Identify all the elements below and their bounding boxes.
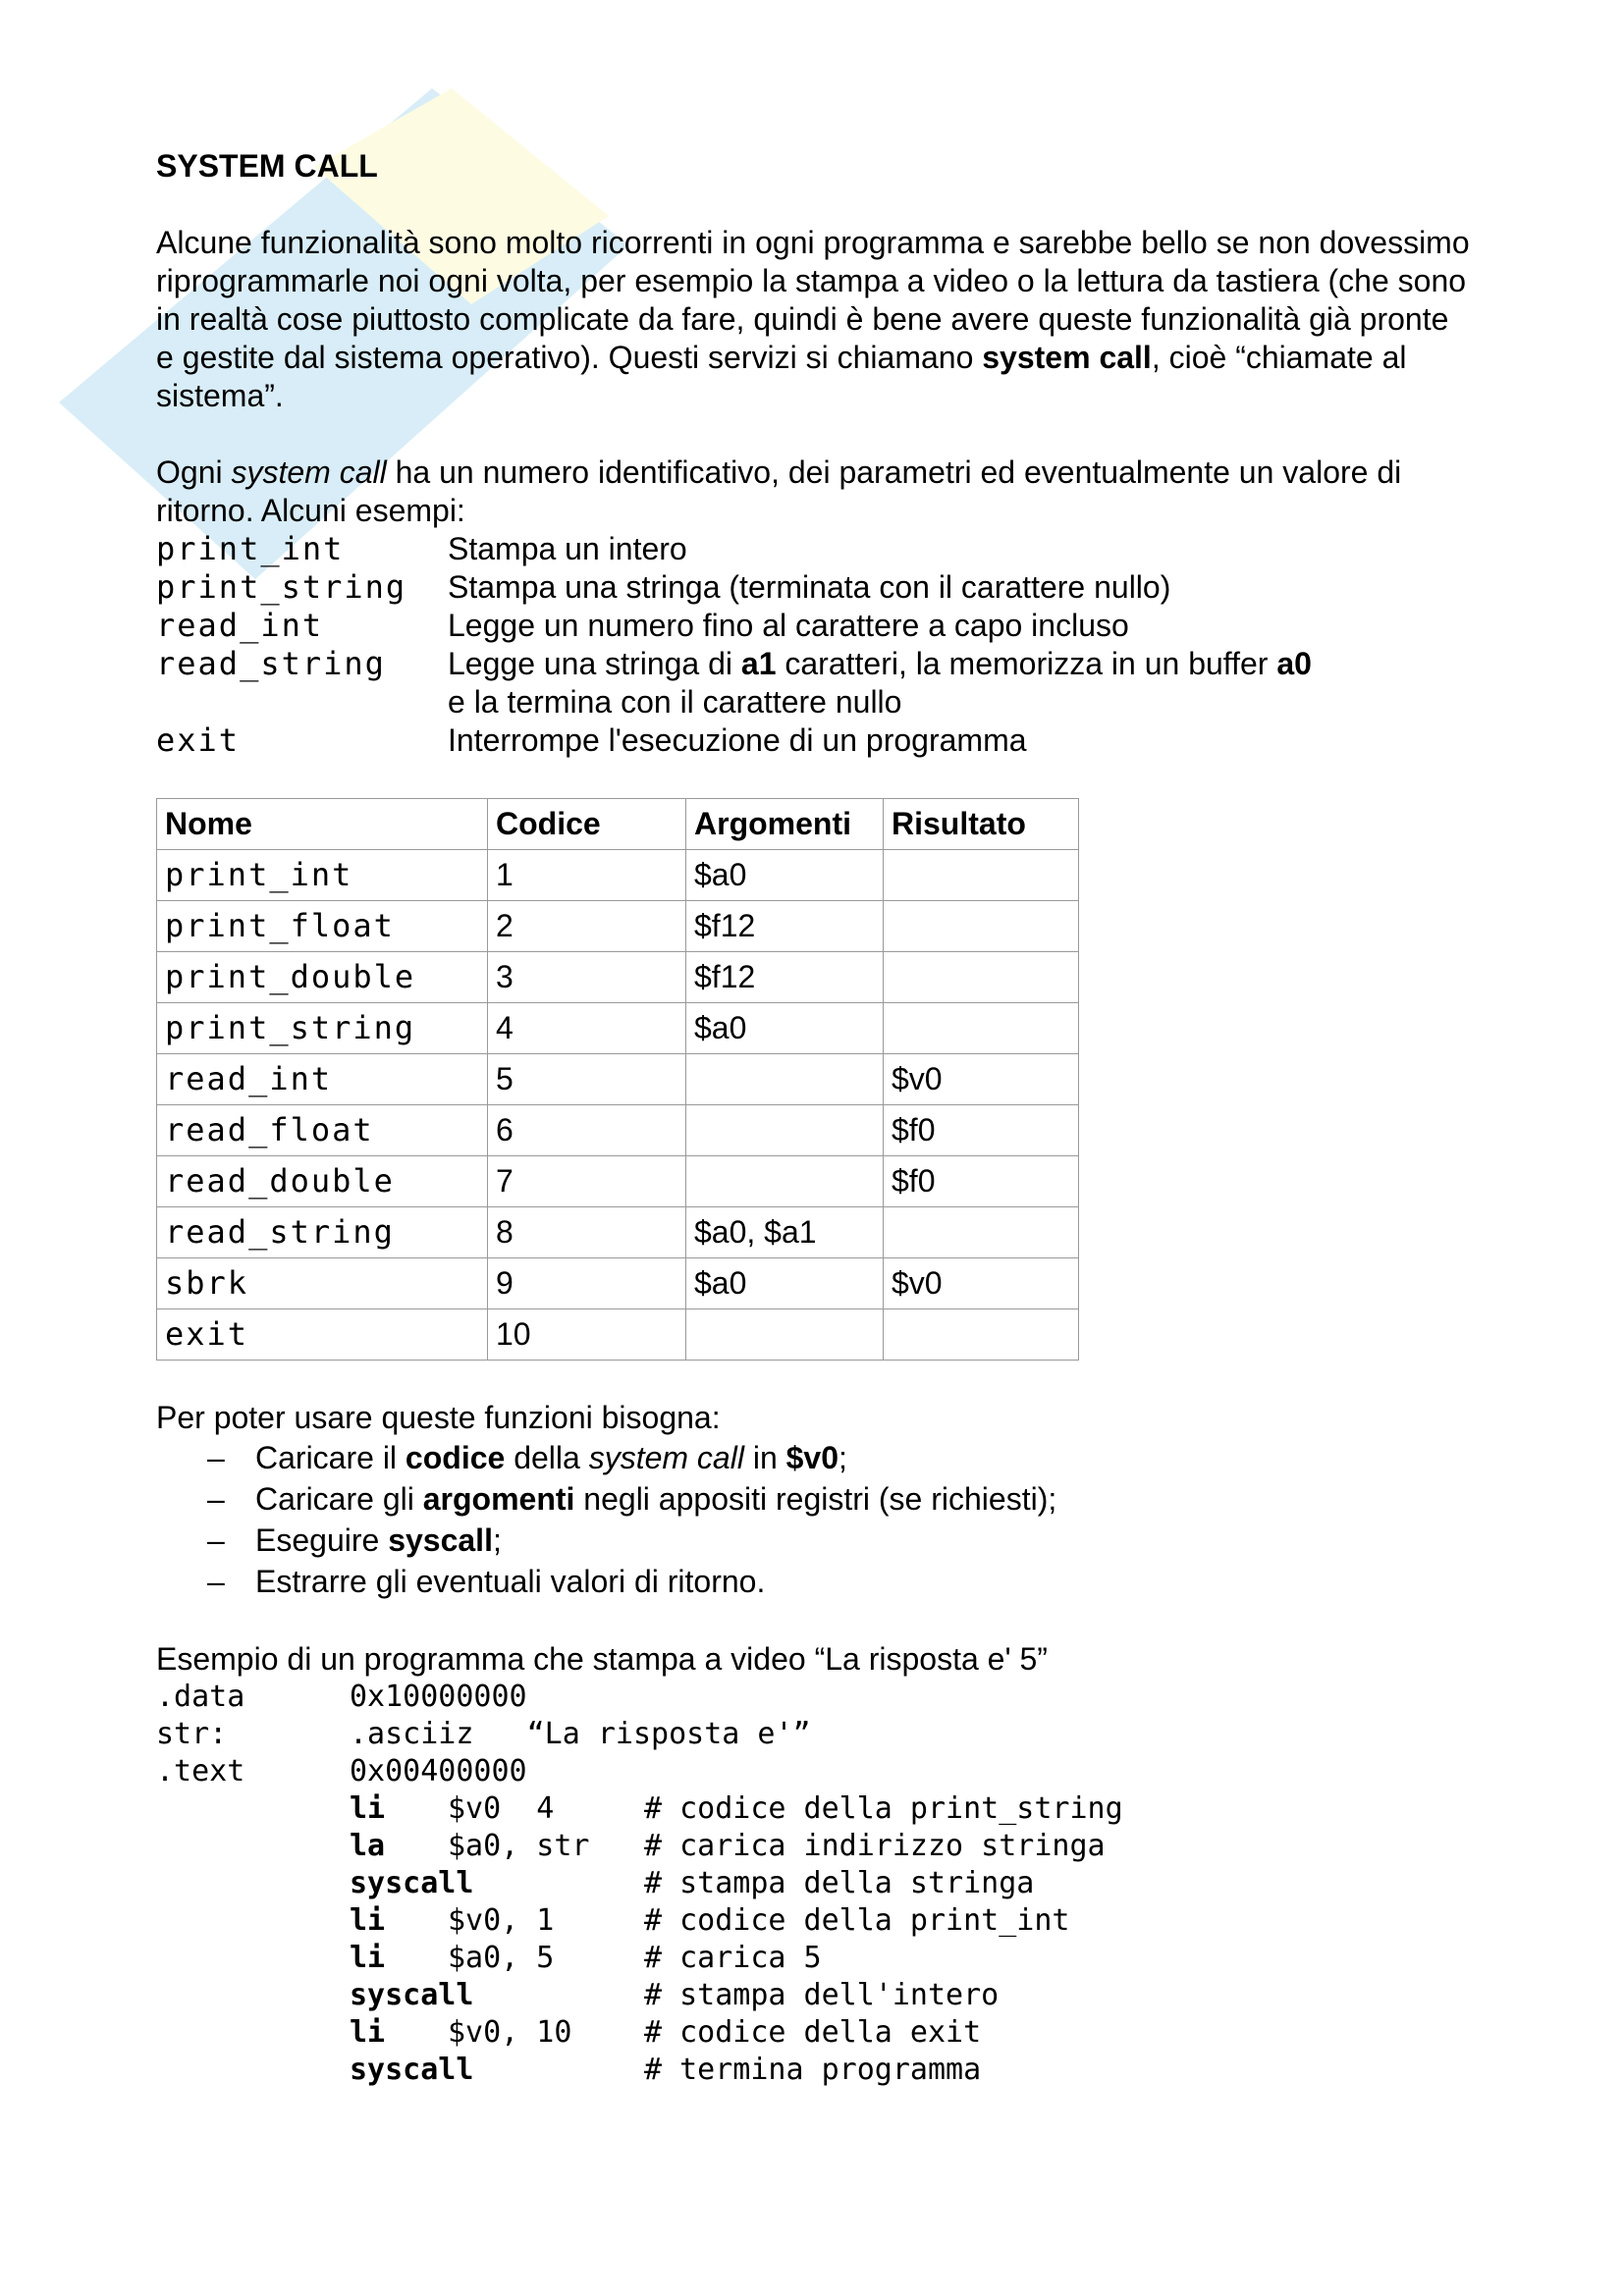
code-line (156, 1865, 1472, 1902)
table-cell: 3 (488, 952, 686, 1003)
table-cell: $a0, $a1 (686, 1207, 884, 1258)
list-item: – Eseguire syscall; (207, 1522, 502, 1558)
code-line (156, 1716, 1472, 1753)
code-line (156, 1679, 1472, 1716)
table-cell (884, 1309, 1079, 1361)
table-cell: 4 (488, 1003, 686, 1054)
syscall-table (156, 798, 1079, 1361)
table-row (157, 850, 1079, 901)
code-args: $a0, str (448, 1829, 590, 1863)
ids-paragraph: Ogni system call ha un numero identificativo, dei parametri ed eventualmente un valore di ritorno. Alcuni esempi: (156, 454, 1402, 528)
code-label (156, 1828, 350, 1865)
table-cell (686, 1054, 884, 1105)
code-opcode: li (350, 1903, 386, 1938)
syscall-name-cell: read_int (157, 1054, 488, 1105)
table-cell (884, 952, 1079, 1003)
code-args: $v0, 1 (448, 1903, 555, 1938)
code-comment: # termina programma (644, 2053, 982, 2087)
syscall-name-cell: exit (157, 1309, 488, 1361)
code-directive: .asciiz “La risposta e'” (350, 1717, 811, 1751)
code-opcode: la (350, 1829, 386, 1863)
code-label (156, 1940, 350, 1977)
code-label (156, 1902, 350, 1940)
table-header-row (157, 799, 1079, 850)
syscall-name-cell: print_double (157, 952, 488, 1003)
code-opcode: li (350, 1791, 386, 1826)
code-comment: # codice della print_int (644, 1903, 1070, 1938)
code-label: str: (156, 1717, 228, 1751)
code-args: $v0, 10 (448, 2015, 572, 2050)
table-row (157, 1054, 1079, 1105)
code-directive: 0x10000000 (350, 1680, 527, 1714)
code-line (156, 2014, 1472, 2052)
table-body (157, 850, 1079, 1361)
code-line (156, 1940, 1472, 1977)
table-cell (884, 901, 1079, 952)
code-line (156, 1902, 1472, 1940)
code-comment: # codice della exit (644, 2015, 982, 2050)
table-cell: $f0 (884, 1105, 1079, 1156)
column-header: Risultato (884, 799, 1079, 850)
usage-steps (156, 1437, 1472, 1602)
code-comment: # stampa dell'intero (644, 1978, 1000, 2012)
table-cell (686, 1309, 884, 1361)
table-cell: $a0 (686, 1003, 884, 1054)
table-cell: 6 (488, 1105, 686, 1156)
list-item: – Caricare gli argomenti negli appositi registri (se richiesti); (207, 1481, 1057, 1517)
examples-list (156, 530, 1472, 760)
table-row (157, 1258, 1079, 1309)
code-comment: # carica 5 (644, 1941, 822, 1975)
table-cell (884, 1207, 1079, 1258)
code-label (156, 1865, 350, 1902)
table-cell (686, 1105, 884, 1156)
syscall-name-cell: print_int (157, 850, 488, 901)
table-cell: 1 (488, 850, 686, 901)
table-cell: $f12 (686, 901, 884, 952)
code-args: $a0, 5 (448, 1941, 555, 1975)
code-args: $v0 4 (448, 1791, 555, 1826)
syscall-name-cell: sbrk (157, 1258, 488, 1309)
table-cell: 9 (488, 1258, 686, 1309)
table-row (157, 1207, 1079, 1258)
table-row (157, 1105, 1079, 1156)
list-item: read_int Legge un numero fino al carattere a capo incluso (156, 607, 1129, 644)
syscall-name-cell: read_float (157, 1105, 488, 1156)
code-opcode: li (350, 1941, 386, 1975)
table-cell (884, 850, 1079, 901)
table-cell: $v0 (884, 1054, 1079, 1105)
code-line (156, 2052, 1472, 2089)
table-row (157, 1003, 1079, 1054)
code-line (156, 1977, 1472, 2014)
table-row (157, 952, 1079, 1003)
table-row (157, 901, 1079, 952)
table-cell: 7 (488, 1156, 686, 1207)
code-line (156, 1753, 1472, 1790)
usage-intro: Per poter usare queste funzioni bisogna: (156, 1400, 721, 1435)
list-item: print_int Stampa un intero (156, 530, 687, 567)
code-label: .text (156, 1754, 245, 1789)
code-line (156, 1790, 1472, 1828)
code-label (156, 1790, 350, 1828)
intro-paragraph: Alcune funzionalità sono molto ricorrenti in ogni programma e sarebbe bello se non dovessimo riprogrammarle noi ogni volta, per esempio la stampa a video o la lettura da tastiera (che sono in realtà cose piuttosto complicate da fare, quindi è bene avere queste funzionalità già pronte e gestite dal sistema operativo). Questi servizi si chiamano system call, cioè “chiamate al sistema”. (156, 225, 1470, 413)
code-label (156, 2014, 350, 2052)
table-cell: 8 (488, 1207, 686, 1258)
table-cell: 2 (488, 901, 686, 952)
code-opcode: li (350, 2015, 386, 2050)
code-comment: # codice della print_string (644, 1791, 1123, 1826)
code-label (156, 1977, 350, 2014)
list-item: read_string Legge una stringa di a1 caratteri, la memorizza in un buffer a0 e la termina con il carattere nullo (156, 645, 1312, 720)
syscall-name-cell: print_string (157, 1003, 488, 1054)
column-header: Argomenti (686, 799, 884, 850)
table-cell (884, 1003, 1079, 1054)
code-label (156, 2052, 350, 2089)
table-cell: 5 (488, 1054, 686, 1105)
code-comment: # stampa della stringa (644, 1866, 1035, 1900)
example-intro: Esempio di un programma che stampa a video “La risposta e' 5” (156, 1641, 1048, 1677)
table-cell: $a0 (686, 1258, 884, 1309)
code-block (156, 1679, 1472, 2089)
code-label: .data (156, 1680, 245, 1714)
code-directive: 0x00400000 (350, 1754, 527, 1789)
column-header: Codice (488, 799, 686, 850)
table-row (157, 1156, 1079, 1207)
code-comment: # carica indirizzo stringa (644, 1829, 1106, 1863)
table-cell: $f0 (884, 1156, 1079, 1207)
table-cell: $a0 (686, 850, 884, 901)
syscall-name-cell: print_float (157, 901, 488, 952)
code-opcode: syscall (350, 1978, 474, 2012)
list-item: print_string Stampa una stringa (terminata con il carattere nullo) (156, 568, 1171, 606)
syscall-name-cell: read_string (157, 1207, 488, 1258)
code-opcode: syscall (350, 1866, 474, 1900)
code-opcode: syscall (350, 2053, 474, 2087)
table-cell: $v0 (884, 1258, 1079, 1309)
table-row (157, 1309, 1079, 1361)
list-item: – Caricare il codice della system call in $v0; (207, 1440, 847, 1475)
table-cell: 10 (488, 1309, 686, 1361)
table-cell (686, 1156, 884, 1207)
list-item: exit Interrompe l'esecuzione di un programma (156, 721, 1027, 759)
column-header: Nome (157, 799, 488, 850)
list-item: – Estrarre gli eventuali valori di ritorno. (207, 1564, 766, 1599)
document-page (156, 147, 1472, 2089)
code-line (156, 1828, 1472, 1865)
page-title: SYSTEM CALL (156, 148, 378, 184)
table-cell: $f12 (686, 952, 884, 1003)
syscall-name-cell: read_double (157, 1156, 488, 1207)
